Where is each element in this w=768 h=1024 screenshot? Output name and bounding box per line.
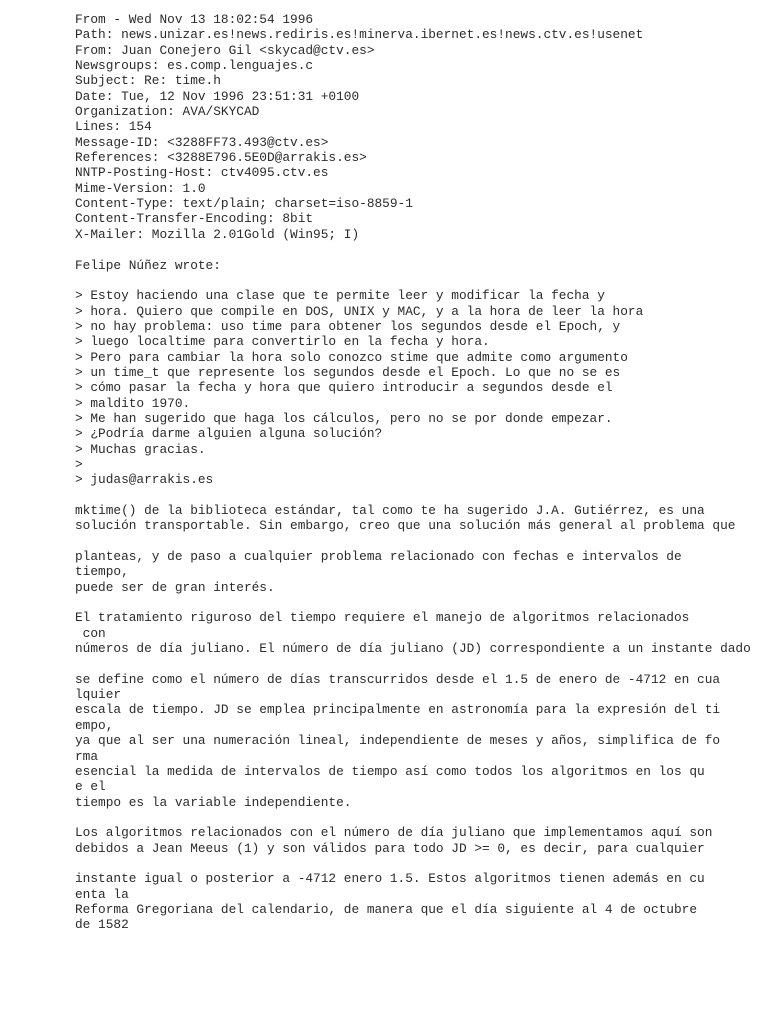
message-line: debidos a Jean Meeus (1) y son válidos para todo JD >= 0, es decir, para cualquier xyxy=(75,840,705,856)
message-line xyxy=(75,595,765,610)
message-line: > un time_t que represente los segundos desde el Epoch. Lo que no se es xyxy=(75,364,621,380)
message-line: con xyxy=(75,625,106,641)
message-line: tiempo es la variable independiente. xyxy=(75,794,352,810)
message-line: Lines: 154 xyxy=(75,119,152,135)
message-line: puede ser de gran interés. xyxy=(75,579,275,595)
message-line: e el xyxy=(75,779,106,795)
message-line xyxy=(75,273,765,288)
message-line: Los algoritmos relacionados con el número de día juliano que implementamos aquí son xyxy=(75,825,713,841)
message-line: enta la xyxy=(75,886,129,902)
message-line: escala de tiempo. JD se emplea principalmente en astronomía para la expresión del ti xyxy=(75,702,721,718)
message-line: Mime-Version: 1.0 xyxy=(75,180,206,196)
message-line: > xyxy=(75,456,83,472)
message-line xyxy=(75,656,765,671)
message-line: References: <3288E796.5E0D@arrakis.es> xyxy=(75,150,367,166)
message-line: > Estoy haciendo una clase que te permite leer y modificar la fecha y xyxy=(75,288,605,304)
message-line xyxy=(75,488,765,503)
message-line xyxy=(75,242,765,257)
message-line: Reforma Gregoriana del calendario, de manera que el día siguiente al 4 de octubre xyxy=(75,901,698,917)
message-line: Content-Type: text/plain; charset=iso-8859-1 xyxy=(75,196,413,212)
message-line: Newsgroups: es.comp.lenguajes.c xyxy=(75,58,314,74)
message-line: > cómo pasar la fecha y hora que quiero introducir a segundos desde el xyxy=(75,380,613,396)
usenet-message-document xyxy=(75,12,765,933)
message-line: > luego localtime para convertirlo en la fecha y hora. xyxy=(75,334,490,350)
message-line: esencial la medida de intervalos de tiempo así como todos los algoritmos en los qu xyxy=(75,763,705,779)
message-line: Felipe Núñez wrote: xyxy=(75,257,221,273)
message-line: > ¿Podría darme alguien alguna solución? xyxy=(75,426,383,442)
message-line xyxy=(75,810,765,825)
message-line: Message-ID: <3288FF73.493@ctv.es> xyxy=(75,134,329,150)
message-line: rma xyxy=(75,748,99,764)
message-line: Organization: AVA/SKYCAD xyxy=(75,104,260,120)
message-line: > maldito 1970. xyxy=(75,395,191,411)
message-line: From - Wed Nov 13 18:02:54 1996 xyxy=(75,12,314,27)
message-line: números de día juliano. El número de día juliano (JD) correspondiente a un instante dado xyxy=(75,641,751,657)
message-line: instante igual o posterior a -4712 enero 1.5. Estos algoritmos tienen además en cu xyxy=(75,871,705,887)
message-line: Date: Tue, 12 Nov 1996 23:51:31 +0100 xyxy=(75,88,360,104)
message-line: > hora. Quiero que compile en DOS, UNIX y MAC, y a la hora de leer la hora xyxy=(75,303,644,319)
message-line: tiempo, xyxy=(75,564,129,580)
message-line: > Me han sugerido que haga los cálculos, pero no se por donde empezar. xyxy=(75,410,613,426)
message-line: empo, xyxy=(75,717,114,733)
message-line: se define como el número de días transcurridos desde el 1.5 de enero de -4712 en cua xyxy=(75,671,721,687)
message-line: > no hay problema: uso time para obtener los segundos desde el Epoch, y xyxy=(75,318,621,334)
message-line: > Pero para cambiar la hora solo conozco stime que admite como argumento xyxy=(75,349,628,365)
message-line: mktime() de la biblioteca estándar, tal como te ha sugerido J.A. Gutiérrez, es una xyxy=(75,503,705,518)
message-line: El tratamiento riguroso del tiempo requiere el manejo de algoritmos relacionados xyxy=(75,610,690,626)
message-line: Subject: Re: time.h xyxy=(75,73,221,89)
message-line: > judas@arrakis.es xyxy=(75,472,214,488)
message-line: X-Mailer: Mozilla 2.01Gold (Win95; I) xyxy=(75,226,360,242)
message-line: ya que al ser una numeración lineal, independiente de meses y años, simplifica de fo xyxy=(75,733,721,749)
message-line xyxy=(75,856,765,871)
message-line: Content-Transfer-Encoding: 8bit xyxy=(75,211,314,227)
message-line: From: Juan Conejero Gil <skycad@ctv.es> xyxy=(75,42,375,58)
message-line: lquier xyxy=(75,687,122,703)
message-line: planteas, y de paso a cualquier problema relacionado con fechas e intervalos de xyxy=(75,549,682,565)
message-line: > Muchas gracias. xyxy=(75,441,206,457)
message-line: solución transportable. Sin embargo, creo que una solución más general al problema que xyxy=(75,518,736,534)
message-line: de 1582 xyxy=(75,917,129,933)
message-line: Path: news.unizar.es!news.rediris.es!minerva.ibernet.es!news.ctv.es!usenet xyxy=(75,27,644,43)
message-line: NNTP-Posting-Host: ctv4095.ctv.es xyxy=(75,165,329,181)
message-line xyxy=(75,534,765,549)
